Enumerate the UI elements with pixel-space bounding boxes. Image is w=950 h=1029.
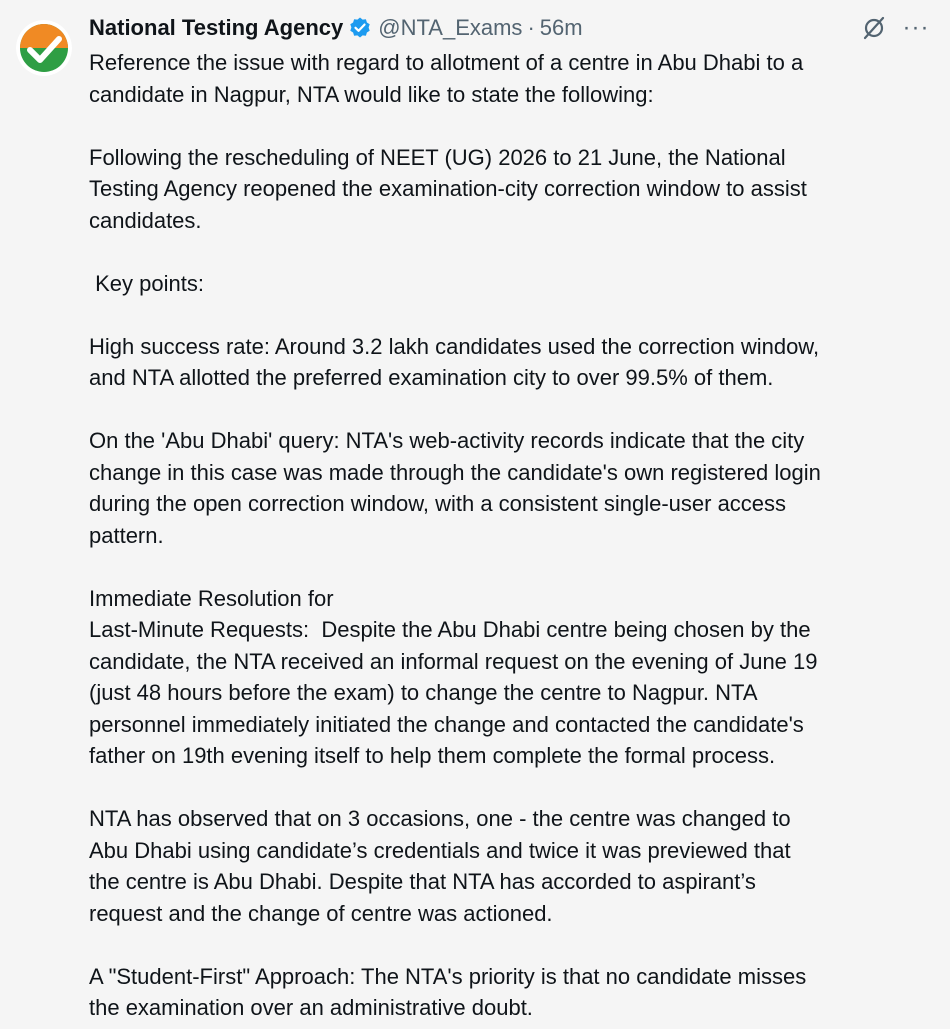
tweet-paragraph: NTA has observed that on 3 occasions, one - the centre was changed to Abu Dhabi using candidate’s credentials and twice it was previewed that the centre is Abu Dhabi. Despite that NTA has accorded to aspirant’s request and the change of centre was actioned. [89,806,791,926]
tweet-paragraph: High success rate: Around 3.2 lakh candidates used the correction window, and NTA allotted the preferred examination city to over 99.5% of them. [89,333,820,390]
avatar[interactable] [16,20,72,76]
display-name[interactable]: National Testing Agency [89,15,344,40]
tweet-paragraph: Reference the issue with regard to allotment of a centre in Abu Dhabi to a candidate in Nagpur, NTA would like to state the following: [89,50,804,107]
handle[interactable]: @NTA_Exams [378,15,523,40]
tweet-paragraph: Following the rescheduling of NEET (UG) 2026 to 21 June, the National Testing Agency reopened the examination-city correction window to assist candidates. [89,144,807,233]
header-actions [860,14,930,42]
tweet-text [89,47,919,1024]
tweet-paragraph: Key points: [89,270,204,296]
verified-badge-icon [348,16,372,40]
paragraph-gap [89,299,919,331]
tweet-paragraph: A "Student-First" Approach: The NTA's priority is that no candidate misses the examination over an administrative doubt. [89,963,807,1020]
paragraph-gap [89,551,919,583]
grok-icon[interactable] [860,14,888,42]
paragraph-gap [89,394,919,426]
timestamp[interactable]: 56m [539,15,583,40]
tweet-paragraph: Immediate Resolution for Last-Minute Requests: Despite the Abu Dhabi centre being chosen by the candidate, the NTA received an informal request on the evening of June 19 (just 48 hours before the exam) to change the centre to Nagpur. NTA personnel immediately initiated the change and contacted the candidate's father on 19th evening itself to help them complete the formal process. [89,585,818,768]
paragraph-gap [89,110,919,142]
more-options-icon[interactable]: ··· [902,14,930,41]
separator: · [527,15,535,40]
tweet-paragraph: On the 'Abu Dhabi' query: NTA's web-activity records indicate that the city change in this case was made through the candidate's own registered login during the open correction window, with a consistent single-user access pattern. [89,428,821,548]
nta-logo-checkmark-icon [16,20,72,76]
tweet-header [89,10,930,46]
paragraph-gap [89,929,919,961]
paragraph-gap [89,772,919,804]
paragraph-gap [89,236,919,268]
